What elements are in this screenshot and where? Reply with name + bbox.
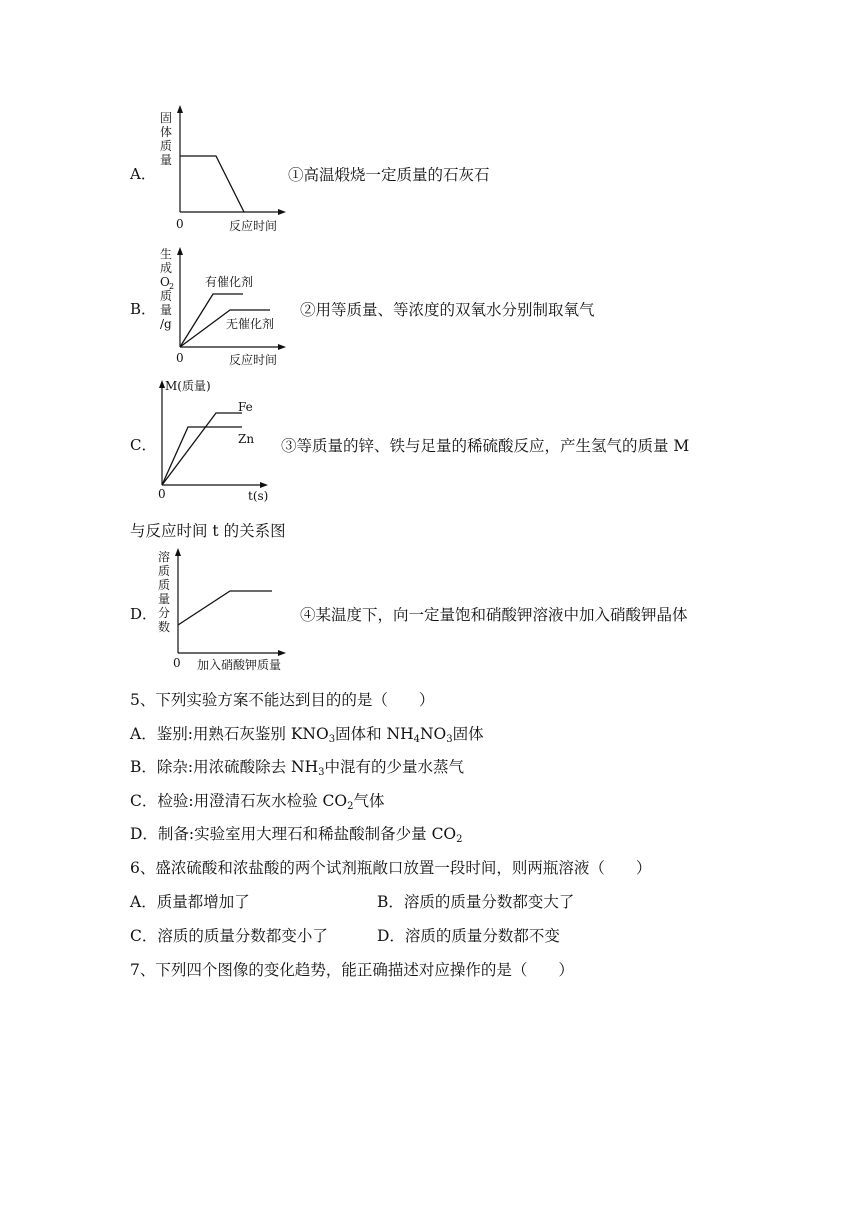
origin-label: 0 [158, 487, 166, 501]
y-label-char: 生 [160, 247, 173, 261]
y-axis-arrow-icon [177, 105, 183, 113]
origin-label: 0 [176, 217, 184, 231]
y-label-char: 固 [160, 111, 173, 125]
q5-stem: 5、下列实验方案不能达到目的的是（ ） [130, 691, 435, 709]
y-label-char: 量 [160, 303, 173, 317]
option-a-letter: A． [130, 165, 156, 183]
q6-stem: 6、盛浓硫酸和浓盐酸的两个试剂瓶敞口放置一段时间，则两瓶溶液（ ） [130, 859, 652, 877]
option-c-description-line1: ③等质量的锌、铁与足量的稀硫酸反应，产生氢气的质量 M [281, 437, 690, 455]
y-label-char: 质 [160, 289, 173, 303]
option-b-description: ②用等质量、等浓度的双氧水分别制取氧气 [300, 301, 595, 319]
curve-label-zn: Zn [238, 432, 255, 446]
y-label-char: 量 [158, 592, 171, 606]
q6-option-c: C．溶质的质量分数都变小了 [130, 927, 328, 945]
x-axis-arrow-icon [260, 482, 268, 488]
y-label-char: 体 [160, 125, 173, 139]
curve [178, 591, 272, 625]
x-axis-arrow-icon [278, 650, 286, 656]
x-axis-arrow-icon [278, 344, 286, 350]
curve-label-no-catalyst: 无催化剂 [226, 317, 275, 331]
option-c-graph [150, 375, 280, 503]
q5-option-d: D．制备:实验室用大理石和稀盐酸制备少量 $CO_2$ [130, 825, 463, 845]
q6-option-b: B．溶质的质量分数都变大了 [377, 893, 575, 911]
x-axis-label: 加入硝酸钾质量 [197, 658, 282, 672]
curve-fe [162, 413, 242, 485]
option-c-letter: C． [130, 436, 157, 454]
curve-label-catalyst: 有催化剂 [205, 275, 254, 289]
q5-option-a: A．鉴别:用熟石灰鉴别 $KNO_3$固体和 $NH_4NO_3$固体 [130, 725, 484, 745]
y-axis-label: M(质量) [165, 379, 211, 393]
y-label-char: 质 [158, 578, 171, 592]
y-label-char: 质 [160, 139, 173, 153]
x-axis-arrow-icon [278, 209, 286, 215]
option-b-graph [150, 242, 295, 370]
option-c-description-line2: 与反应时间 t 的关系图 [130, 522, 286, 540]
y-label-subscript: 2 [169, 282, 175, 291]
option-a-description: ①高温煅烧一定质量的石灰石 [288, 166, 490, 184]
option-d-graph [150, 543, 310, 673]
origin-label: 0 [173, 656, 181, 670]
q6-option-a: A．质量都增加了 [130, 893, 250, 911]
y-label-char: O [160, 275, 170, 289]
q5-option-c: C．检验:用澄清石灰水检验 $CO_2$气体 [130, 792, 385, 812]
y-axis-arrow-icon [175, 548, 181, 556]
y-axis-arrow-icon [177, 247, 183, 255]
y-label-char: /g [160, 317, 172, 331]
option-a-graph [150, 100, 295, 235]
curve-zn [162, 427, 242, 485]
y-label-char: 量 [160, 153, 173, 167]
option-d-description: ④某温度下，向一定量饱和硝酸钾溶液中加入硝酸钾晶体 [300, 606, 688, 624]
x-axis-label: 反应时间 [229, 353, 278, 367]
option-d-letter: D． [130, 605, 158, 623]
option-b-letter: B． [130, 300, 157, 318]
curve-label-fe: Fe [238, 400, 253, 414]
y-label-char: 分 [158, 606, 171, 620]
origin-label: 0 [176, 351, 184, 365]
x-axis-label: t(s) [248, 489, 269, 503]
curve [180, 156, 244, 212]
y-label-char: 数 [158, 620, 171, 634]
y-label-char: 成 [160, 261, 173, 275]
y-label-char: 溶 [158, 550, 171, 564]
q6-option-d: D．溶质的质量分数都不变 [377, 927, 560, 945]
q5-option-b: B．除杂:用浓硫酸除去 $NH_3$中混有的少量水蒸气 [130, 758, 465, 778]
y-label-char: 质 [158, 564, 171, 578]
x-axis-label: 反应时间 [229, 219, 278, 233]
q7-stem: 7、下列四个图像的变化趋势，能正确描述对应操作的是（ ） [130, 961, 574, 979]
